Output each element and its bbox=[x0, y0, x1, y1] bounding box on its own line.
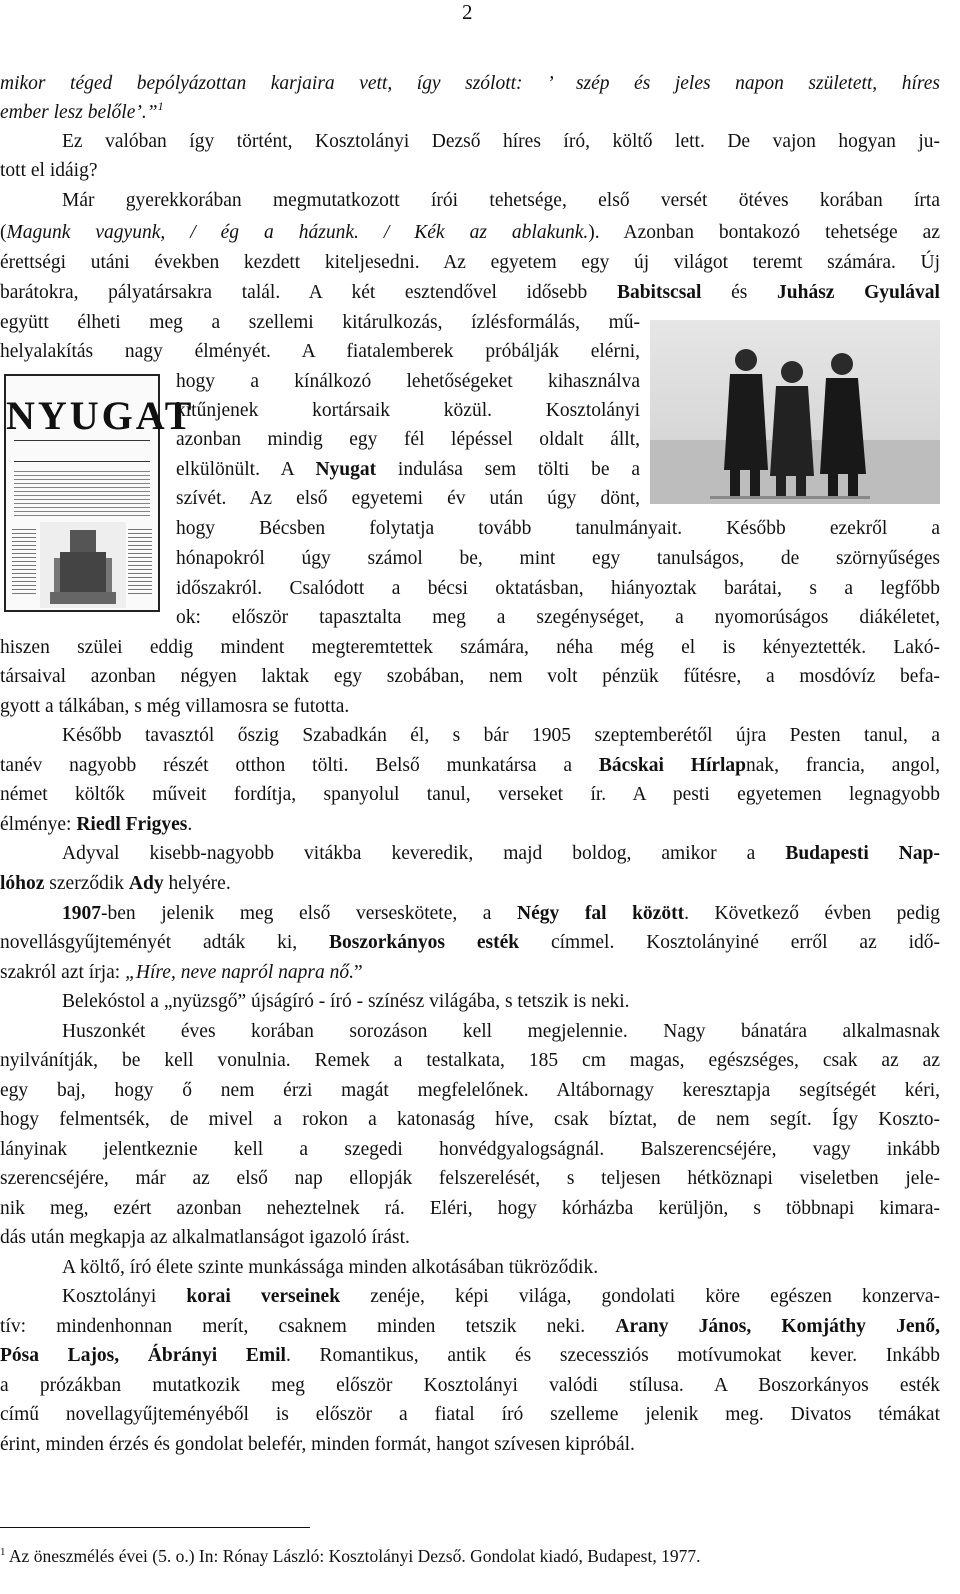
text-line bbox=[0, 752, 940, 780]
friends-photo bbox=[650, 320, 940, 504]
text-line: érettségi utáni években kezdett kiteljesedni. Az egyetem egy új világot teremt számára. Új bbox=[0, 252, 940, 273]
footnote-rule bbox=[0, 1527, 310, 1528]
text-line bbox=[0, 219, 940, 247]
footnote-ref[interactable]: 1 bbox=[157, 99, 164, 113]
text-run: Adyval kisebb-nagyobb vitákba keveredik, majd boldog, amikor a bbox=[62, 843, 786, 864]
text-run: szerződik bbox=[44, 873, 129, 894]
text-run: . Következő évben pedig bbox=[684, 903, 940, 924]
text-run: -ben jelenik meg első verseskötete, a bbox=[101, 903, 518, 924]
nyugat-cover-image bbox=[4, 374, 195, 612]
footnote-text: Az öneszmélés évei (5. o.) In: Rónay László: Kosztolányi Dezső. Gondolat kiadó, Budapest, 1977. bbox=[5, 1546, 701, 1566]
text-line bbox=[0, 99, 164, 127]
text-line: hogy a kínálkozó lehetőségeket kihasználva bbox=[176, 371, 640, 392]
text-line: azonban mindig egy fél lépéssel oldalt állt, bbox=[176, 429, 640, 450]
text-run: . bbox=[187, 814, 193, 835]
cover-title: NYUGAT bbox=[6, 393, 195, 438]
cover-side-text bbox=[128, 526, 152, 596]
text-run: és bbox=[701, 282, 778, 303]
bold-name: Budapesti Nap- bbox=[785, 843, 940, 864]
text-run: elkülönült. A bbox=[176, 459, 316, 480]
text-line: hogy Bécsben folytatja tovább tanulmányait. Később ezekről a bbox=[176, 518, 940, 539]
text-line: a prózákban mutatkozik meg először Kosztolányi valódi stílusa. A Boszorkányos esték bbox=[0, 1375, 940, 1396]
text-run: tanév nagyobb részét otthon tölti. Belső munkatársa a bbox=[0, 755, 599, 776]
text-line bbox=[62, 840, 940, 868]
text-line: gyott a tálkában, s még villamosra se futotta. bbox=[0, 696, 350, 717]
text-line: kitűnjenek kortársaik közül. Kosztolányi bbox=[176, 400, 640, 421]
text-run: ember lesz belőle’.” bbox=[0, 102, 158, 123]
text-line: társaival azonban négyen laktak egy szobában, nem volt pénzük fűtésre, a mosdóvíz befa- bbox=[0, 666, 940, 687]
quote: „Híre, neve napról napra nő. bbox=[125, 962, 355, 983]
text-run: szakról azt írja: bbox=[0, 962, 126, 983]
bold-title: Boszorkányos esték bbox=[329, 932, 520, 953]
cover-subheader bbox=[14, 440, 150, 462]
text-line: Már gyerekkorában megmutatkozott írói tehetsége, első versét ötéves korában írta bbox=[62, 190, 940, 211]
text-line: dás után megkapja az alkalmatlanságot igazoló írást. bbox=[0, 1227, 410, 1248]
text-run: Kosztolányi bbox=[62, 1286, 187, 1307]
bold-term: korai verseinek bbox=[186, 1286, 341, 1307]
text-run: ” bbox=[354, 962, 363, 983]
bold-name: Juhász Gyulával bbox=[777, 282, 940, 303]
text-line: hónapokról úgy számol be, mint egy tanulságos, de szörnyűséges bbox=[176, 548, 940, 569]
text-line bbox=[0, 1313, 940, 1341]
text-line: szerencséjére, már az első nap ellopják felszerelését, s teljesen hétköznapi viseletben jele- bbox=[0, 1168, 940, 1189]
text-run: zenéje, képi világa, gondolati köre egészen konzerva- bbox=[340, 1286, 940, 1307]
text-run: tív: mindenhonnan merít, csaknem minden tetszik neki. bbox=[0, 1316, 616, 1337]
text-line: hiszen szülei eddig mindent megteremtettek számára, néha még el is kényeztették. Lakó- bbox=[0, 637, 940, 658]
text-line bbox=[176, 456, 640, 484]
bold-name: lóhoz bbox=[0, 873, 45, 894]
text-line: című novellagyűjteményéből is először a fiatal író szelleme jelenik meg. Divatos témákat bbox=[0, 1404, 940, 1425]
bold-name: Ady bbox=[128, 873, 164, 894]
text-run: nak, francia, angol, bbox=[746, 755, 940, 776]
bold-name: Bácskai Hírlap bbox=[598, 755, 747, 776]
text-run: novellásgyűjteményét adták ki, bbox=[0, 932, 330, 953]
cover-illustration bbox=[40, 522, 126, 608]
text-line: nik meg, ezért azonban neheztelnek rá. Eléri, hogy kórházba kerüljön, s többnapi kimara- bbox=[0, 1198, 940, 1219]
text-line: hogy felmentsék, de mivel a rokon a katonaság híve, csak bíztat, de nem segít. Így Koszto- bbox=[0, 1109, 940, 1130]
text-line: Huszonkét éves korában sorozáson kell megjelennie. Nagy bánatára alkalmasnak bbox=[62, 1021, 940, 1042]
text-run: élménye: bbox=[0, 814, 77, 835]
cover-header bbox=[12, 380, 152, 388]
text-line: tott el idáig? bbox=[0, 160, 98, 181]
text-run: . Romantikus, antik és szecessziós motívumokat kever. Inkább bbox=[285, 1345, 941, 1366]
text-line: érint, minden érzés és gondolat belefér, minden formát, hangot szívesen kipróbál. bbox=[0, 1434, 635, 1455]
text-run: barátokra, pályatársakra talál. A két esztendővel idősebb bbox=[0, 282, 617, 303]
footnote bbox=[0, 1544, 700, 1568]
photo-image bbox=[650, 320, 940, 504]
bold-name: Pósa Lajos, Ábrányi Emil bbox=[0, 1345, 286, 1366]
text-run: címmel. Kosztolányiné erről az idő- bbox=[519, 932, 941, 953]
bold-name: Riedl Frigyes bbox=[76, 814, 188, 835]
bold-name: Arany János, Komjáthy Jenő, bbox=[615, 1316, 940, 1337]
bold-title: Négy fal között bbox=[517, 903, 685, 924]
text-line: Ez valóban így történt, Kosztolányi Dezső híres író, költő lett. De vajon hogyan ju- bbox=[62, 131, 940, 152]
text-line bbox=[0, 870, 231, 898]
cover-text-block bbox=[14, 468, 150, 516]
text-run: indulása sem tölti be a bbox=[376, 459, 640, 480]
text-line: egy baj, hogy ő nem érzi magát megfelelőnek. Altábornagy keresztapja segítségét kéri, bbox=[0, 1080, 940, 1101]
text-line: német költők műveit fordítja, spanyolul tanul, verseket ír. A pesti egyetemen legnagyobb bbox=[0, 784, 940, 805]
text-line: ok: először tapasztalta meg a szegénységet, a nyomorúságos diákéletet, bbox=[176, 607, 940, 628]
text-line bbox=[62, 900, 940, 928]
text-line: nyilvánítják, be kell vonulnia. Remek a testalkata, 185 cm magas, egészséges, csak az az bbox=[0, 1050, 940, 1071]
text-line: Belekóstol a „nyüzsgő” újságíró - író - színész világába, s tetszik is neki. bbox=[62, 991, 630, 1012]
text-line: helyalakítás nagy élményét. A fiatalemberek próbálják elérni, bbox=[0, 341, 640, 362]
text-line: időszakról. Csalódott a bécsi oktatásban, hiányoztak barátai, s a legfőbb bbox=[176, 578, 940, 599]
text-line bbox=[0, 811, 192, 839]
text-line: együtt élheti meg a szellemi kitárulkozás, ízlésformálás, mű- bbox=[0, 312, 640, 333]
bold-name: Nyugat bbox=[315, 459, 377, 480]
bold-name: Babitscsal bbox=[616, 282, 702, 303]
text-run: ( bbox=[0, 222, 7, 243]
page-number: 2 bbox=[462, 0, 473, 24]
bold-year: 1907 bbox=[62, 903, 101, 924]
text-line: Később tavasztól őszig Szabadkán él, s bár 1905 szeptemberétől újra Pesten tanul, a bbox=[62, 725, 940, 746]
text-run: ). Azonban bontakozó tehetsége az bbox=[588, 222, 940, 243]
text-line bbox=[62, 1283, 940, 1311]
text-line bbox=[0, 1342, 940, 1370]
text-line bbox=[0, 959, 363, 987]
text-line bbox=[0, 279, 940, 307]
text-line: szívét. Az első egyetemi év után úgy dönt, bbox=[176, 488, 640, 509]
text-line bbox=[0, 929, 940, 957]
text-line: mikor téged bepólyázottan karjaira vett, így szólott: ’ szép és jeles napon született, híres bbox=[0, 73, 940, 94]
text-line: lányinak jelentkeznie kell a szegedi honvédgyalogságnál. Balszerencséjére, vagy inkább bbox=[0, 1139, 940, 1160]
cover-side-text bbox=[12, 526, 36, 596]
footnote-number: 1 bbox=[0, 1546, 6, 1558]
text-line: A költő, író élete szinte munkássága minden alkotásában tükröződik. bbox=[62, 1257, 599, 1278]
poem-quote: Magunk vagyunk, / ég a házunk. / Kék az ablakunk. bbox=[6, 222, 589, 243]
text-run: helyére. bbox=[163, 873, 231, 894]
